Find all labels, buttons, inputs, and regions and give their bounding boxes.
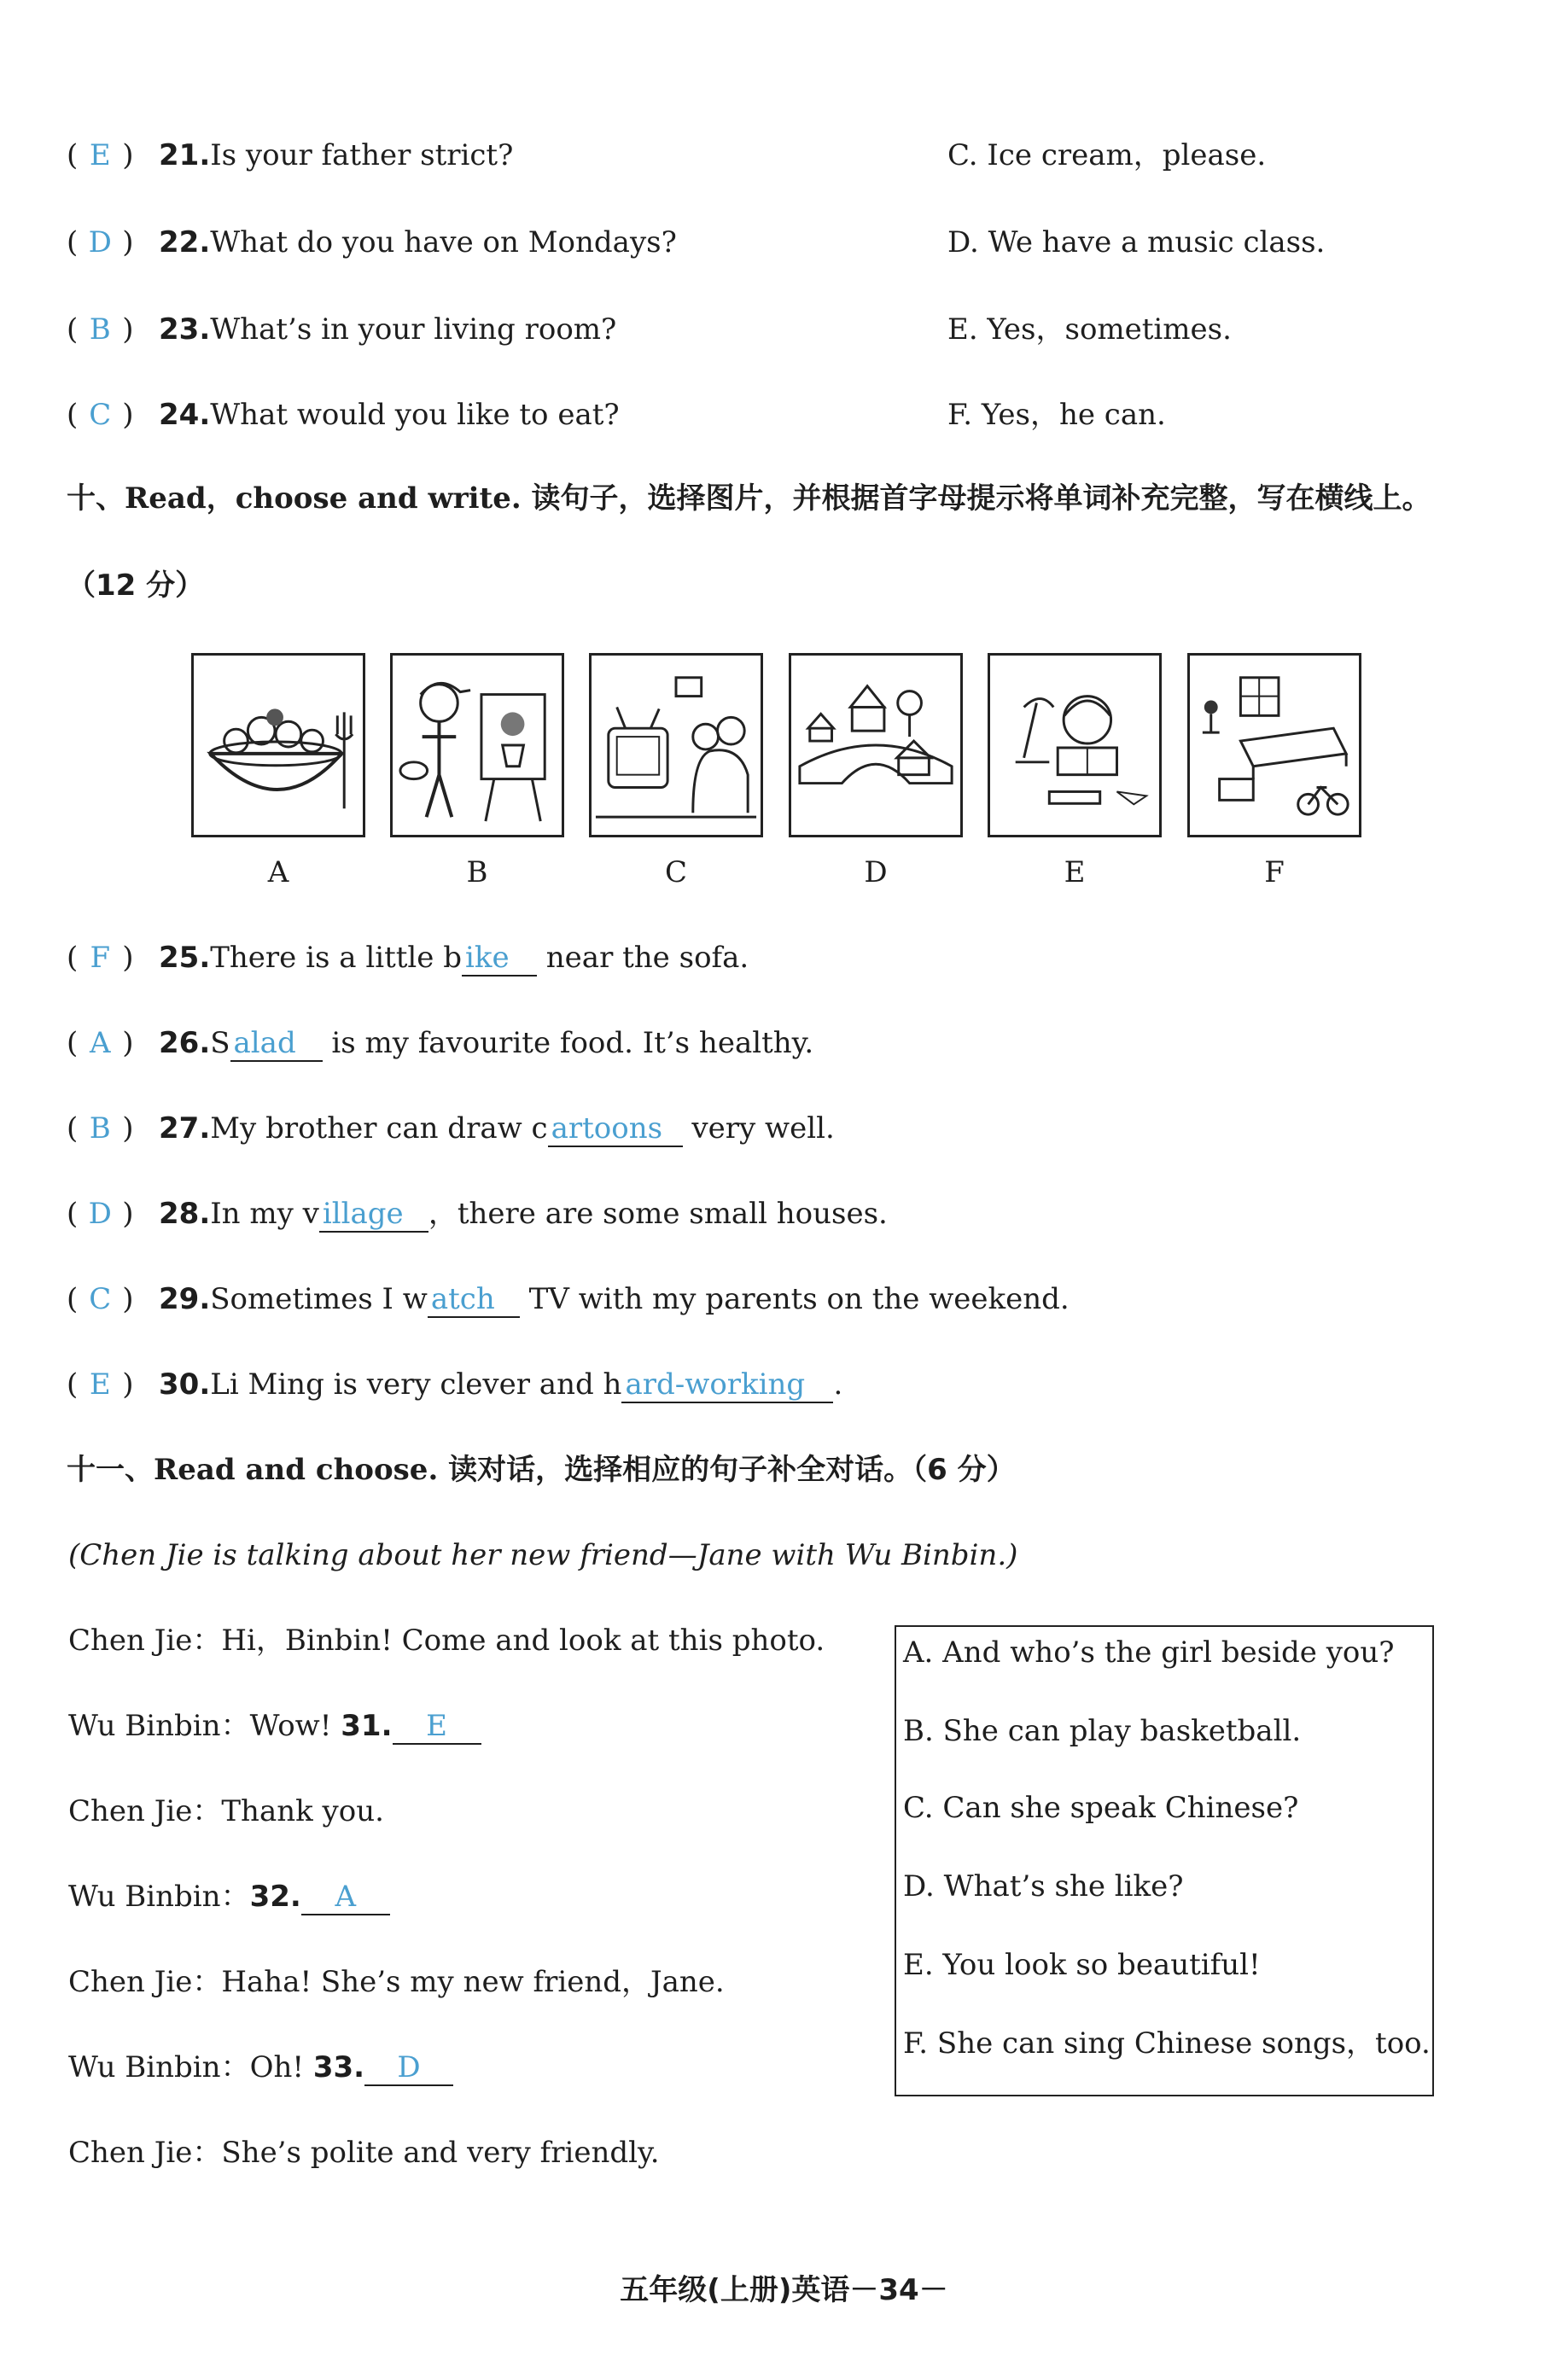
- picture-label-c: C: [664, 855, 687, 889]
- dialogue-line-5: [68, 1963, 725, 2001]
- question-number: 24.: [159, 398, 211, 432]
- answer-mark: E: [89, 138, 111, 172]
- question-26: ( A ) 26.S alad is my favourite food. It’s healthy.: [67, 1026, 814, 1060]
- option-d: D. We have a music class.: [947, 225, 1326, 259]
- text-after: ，there are some small houses.: [428, 1197, 888, 1231]
- answer-blank: ard-working: [621, 1367, 833, 1403]
- question-25: ( F ) 25.There is a little b ike near the sofa.: [67, 941, 749, 975]
- section-number: 十、: [67, 481, 125, 516]
- text-before: In my v: [210, 1197, 319, 1231]
- line-text: Oh!: [249, 2050, 313, 2084]
- salad-bowl-icon: [194, 656, 363, 835]
- dialogue-option-d: D. What’s she like?: [903, 1869, 1184, 1904]
- section-title-en: Read and choose.: [154, 1453, 439, 1487]
- text-before: Sometimes I w: [210, 1282, 428, 1316]
- picture-c: [589, 653, 763, 837]
- page-footer: 五年级(上册)英语－34－: [620, 2273, 948, 2307]
- family-watching-tv-icon: [592, 656, 761, 835]
- picture-a: [191, 653, 365, 837]
- question-number: 32.: [249, 1880, 301, 1914]
- question-24: ( C ) 24.What would you like to eat?: [67, 398, 620, 432]
- answer-mark: C: [89, 1282, 112, 1316]
- line-text: Wow!: [249, 1709, 341, 1743]
- section-title-cn: 读句子，选择图片，并根据首字母提示将单词补充完整，写在横线上。: [521, 481, 1431, 516]
- dialogue-line-2: [68, 1707, 481, 1745]
- dialogue-line-7: [68, 2134, 660, 2172]
- speaker: Wu Binbin：: [68, 1709, 250, 1743]
- text-after: very well.: [682, 1111, 835, 1146]
- picture-label-b: B: [466, 855, 488, 889]
- answer-mark: D: [88, 225, 112, 259]
- question-27: ( B ) 27.My brother can draw c artoons very well.: [67, 1111, 835, 1146]
- answer-mark: C: [89, 398, 112, 432]
- answer-mark: B: [89, 312, 111, 347]
- boy-studying-icon: [990, 656, 1159, 835]
- section-11-heading: [67, 1451, 1016, 1489]
- option-e: E. Yes，sometimes.: [947, 312, 1232, 347]
- section-title-cn: 读对话，选择相应的句子补全对话。（6 分）: [438, 1453, 1016, 1487]
- question-text: What would you like to eat?: [210, 398, 620, 432]
- boy-drawing-cartoon-icon: [393, 656, 562, 835]
- question-29: ( C ) 29.Sometimes I w atch TV with my parents on the weekend.: [67, 1282, 1070, 1316]
- dialogue-option-c: C. Can she speak Chinese?: [903, 1791, 1299, 1825]
- question-number: 22.: [159, 225, 211, 259]
- question-number: 31.: [341, 1709, 393, 1743]
- section-10-score: （12 分）: [67, 568, 205, 603]
- line-text: Thank you.: [221, 1794, 384, 1828]
- dialogue-line-1: [68, 1622, 825, 1659]
- answer-blank: artoons: [548, 1111, 683, 1147]
- picture-b: [390, 653, 564, 837]
- dialogue-options-box: [895, 1625, 1434, 2096]
- text-after: is my favourite food. It’s healthy.: [322, 1026, 814, 1060]
- question-23: ( B ) 23.What’s in your living room?: [67, 312, 617, 347]
- dialogue-option-e: E. You look so beautiful!: [903, 1948, 1261, 1982]
- answer-mark: D: [88, 1197, 112, 1231]
- dialogue-line-6: [68, 2049, 453, 2086]
- picture-label-a: A: [267, 855, 289, 889]
- question-21: ( E ) 21.Is your father strict?: [67, 138, 514, 172]
- answer-blank: atch: [428, 1282, 520, 1318]
- option-f: F. Yes，he can.: [947, 398, 1166, 432]
- question-text: What’s in your living room?: [210, 312, 617, 347]
- option-c: C. Ice cream，please.: [947, 138, 1267, 172]
- question-text: What do you have on Mondays?: [210, 225, 677, 259]
- speaker: Wu Binbin：: [68, 1880, 250, 1914]
- answer-blank: E: [393, 1709, 481, 1745]
- speaker: Chen Jie：: [68, 2136, 222, 2170]
- section-10-heading: [67, 480, 1431, 517]
- text-before: There is a little b: [210, 941, 462, 975]
- answer-mark: E: [89, 1367, 111, 1402]
- answer-blank: illage: [319, 1197, 428, 1233]
- question-number: 27.: [159, 1111, 211, 1146]
- dialogue-line-4: [68, 1878, 390, 1915]
- question-text: Is your father strict?: [210, 138, 514, 172]
- question-number: 21.: [159, 138, 211, 172]
- picture-d: [789, 653, 963, 837]
- speaker: Chen Jie：: [68, 1965, 222, 1999]
- picture-label-f: F: [1264, 855, 1285, 889]
- picture-label-d: D: [864, 855, 888, 889]
- line-text: She’s polite and very friendly.: [221, 2136, 660, 2170]
- picture-label-e: E: [1064, 855, 1086, 889]
- answer-mark: A: [89, 1026, 111, 1060]
- dialogue-option-a: A. And who’s the girl beside you?: [903, 1635, 1395, 1670]
- question-number: 26.: [159, 1026, 211, 1060]
- line-text: Haha! She’s my new friend，Jane.: [221, 1965, 725, 1999]
- question-number: 33.: [312, 2050, 365, 2084]
- speaker: Wu Binbin：: [68, 2050, 250, 2084]
- village-bridge-icon: [791, 656, 960, 835]
- dialogue-option-b: B. She can play basketball.: [903, 1714, 1302, 1748]
- section-number: 十一、: [67, 1453, 154, 1487]
- question-number: 30.: [159, 1367, 211, 1402]
- answer-blank: ike: [462, 941, 537, 977]
- question-30: ( E ) 30.Li Ming is very clever and h ard-working .: [67, 1367, 843, 1402]
- text-before: S: [210, 1026, 230, 1060]
- answer-blank: A: [301, 1880, 390, 1915]
- question-22: ( D ) 22.What do you have on Mondays?: [67, 225, 677, 259]
- line-text: Hi，Binbin! Come and look at this photo.: [221, 1624, 825, 1658]
- question-number: 23.: [159, 312, 211, 347]
- answer-blank: D: [364, 2050, 453, 2086]
- dialogue-line-3: [68, 1793, 384, 1830]
- text-after: near the sofa.: [536, 941, 749, 975]
- speaker: Chen Jie：: [68, 1794, 222, 1828]
- speaker: Chen Jie：: [68, 1624, 222, 1658]
- question-28: ( D ) 28.In my v illage ，there are some small houses.: [67, 1197, 888, 1231]
- text-after: TV with my parents on the weekend.: [519, 1282, 1070, 1316]
- dialogue-context: (Chen Jie is talking about her new friend—Jane with Wu Binbin.): [68, 1538, 1018, 1572]
- picture-f: [1187, 653, 1361, 837]
- answer-mark: B: [89, 1111, 111, 1146]
- text-before: My brother can draw c: [210, 1111, 548, 1146]
- picture-e: [988, 653, 1162, 837]
- text-after: .: [833, 1367, 843, 1402]
- answer-mark: F: [90, 941, 111, 975]
- living-room-bike-icon: [1190, 656, 1359, 835]
- text-before: Li Ming is very clever and h: [210, 1367, 622, 1402]
- answer-blank: alad: [230, 1026, 323, 1062]
- question-number: 28.: [159, 1197, 211, 1231]
- section-title-en: Read，choose and write.: [125, 481, 522, 516]
- question-number: 25.: [159, 941, 211, 975]
- question-number: 29.: [159, 1282, 211, 1316]
- dialogue-option-f: F. She can sing Chinese songs，too.: [903, 2026, 1431, 2061]
